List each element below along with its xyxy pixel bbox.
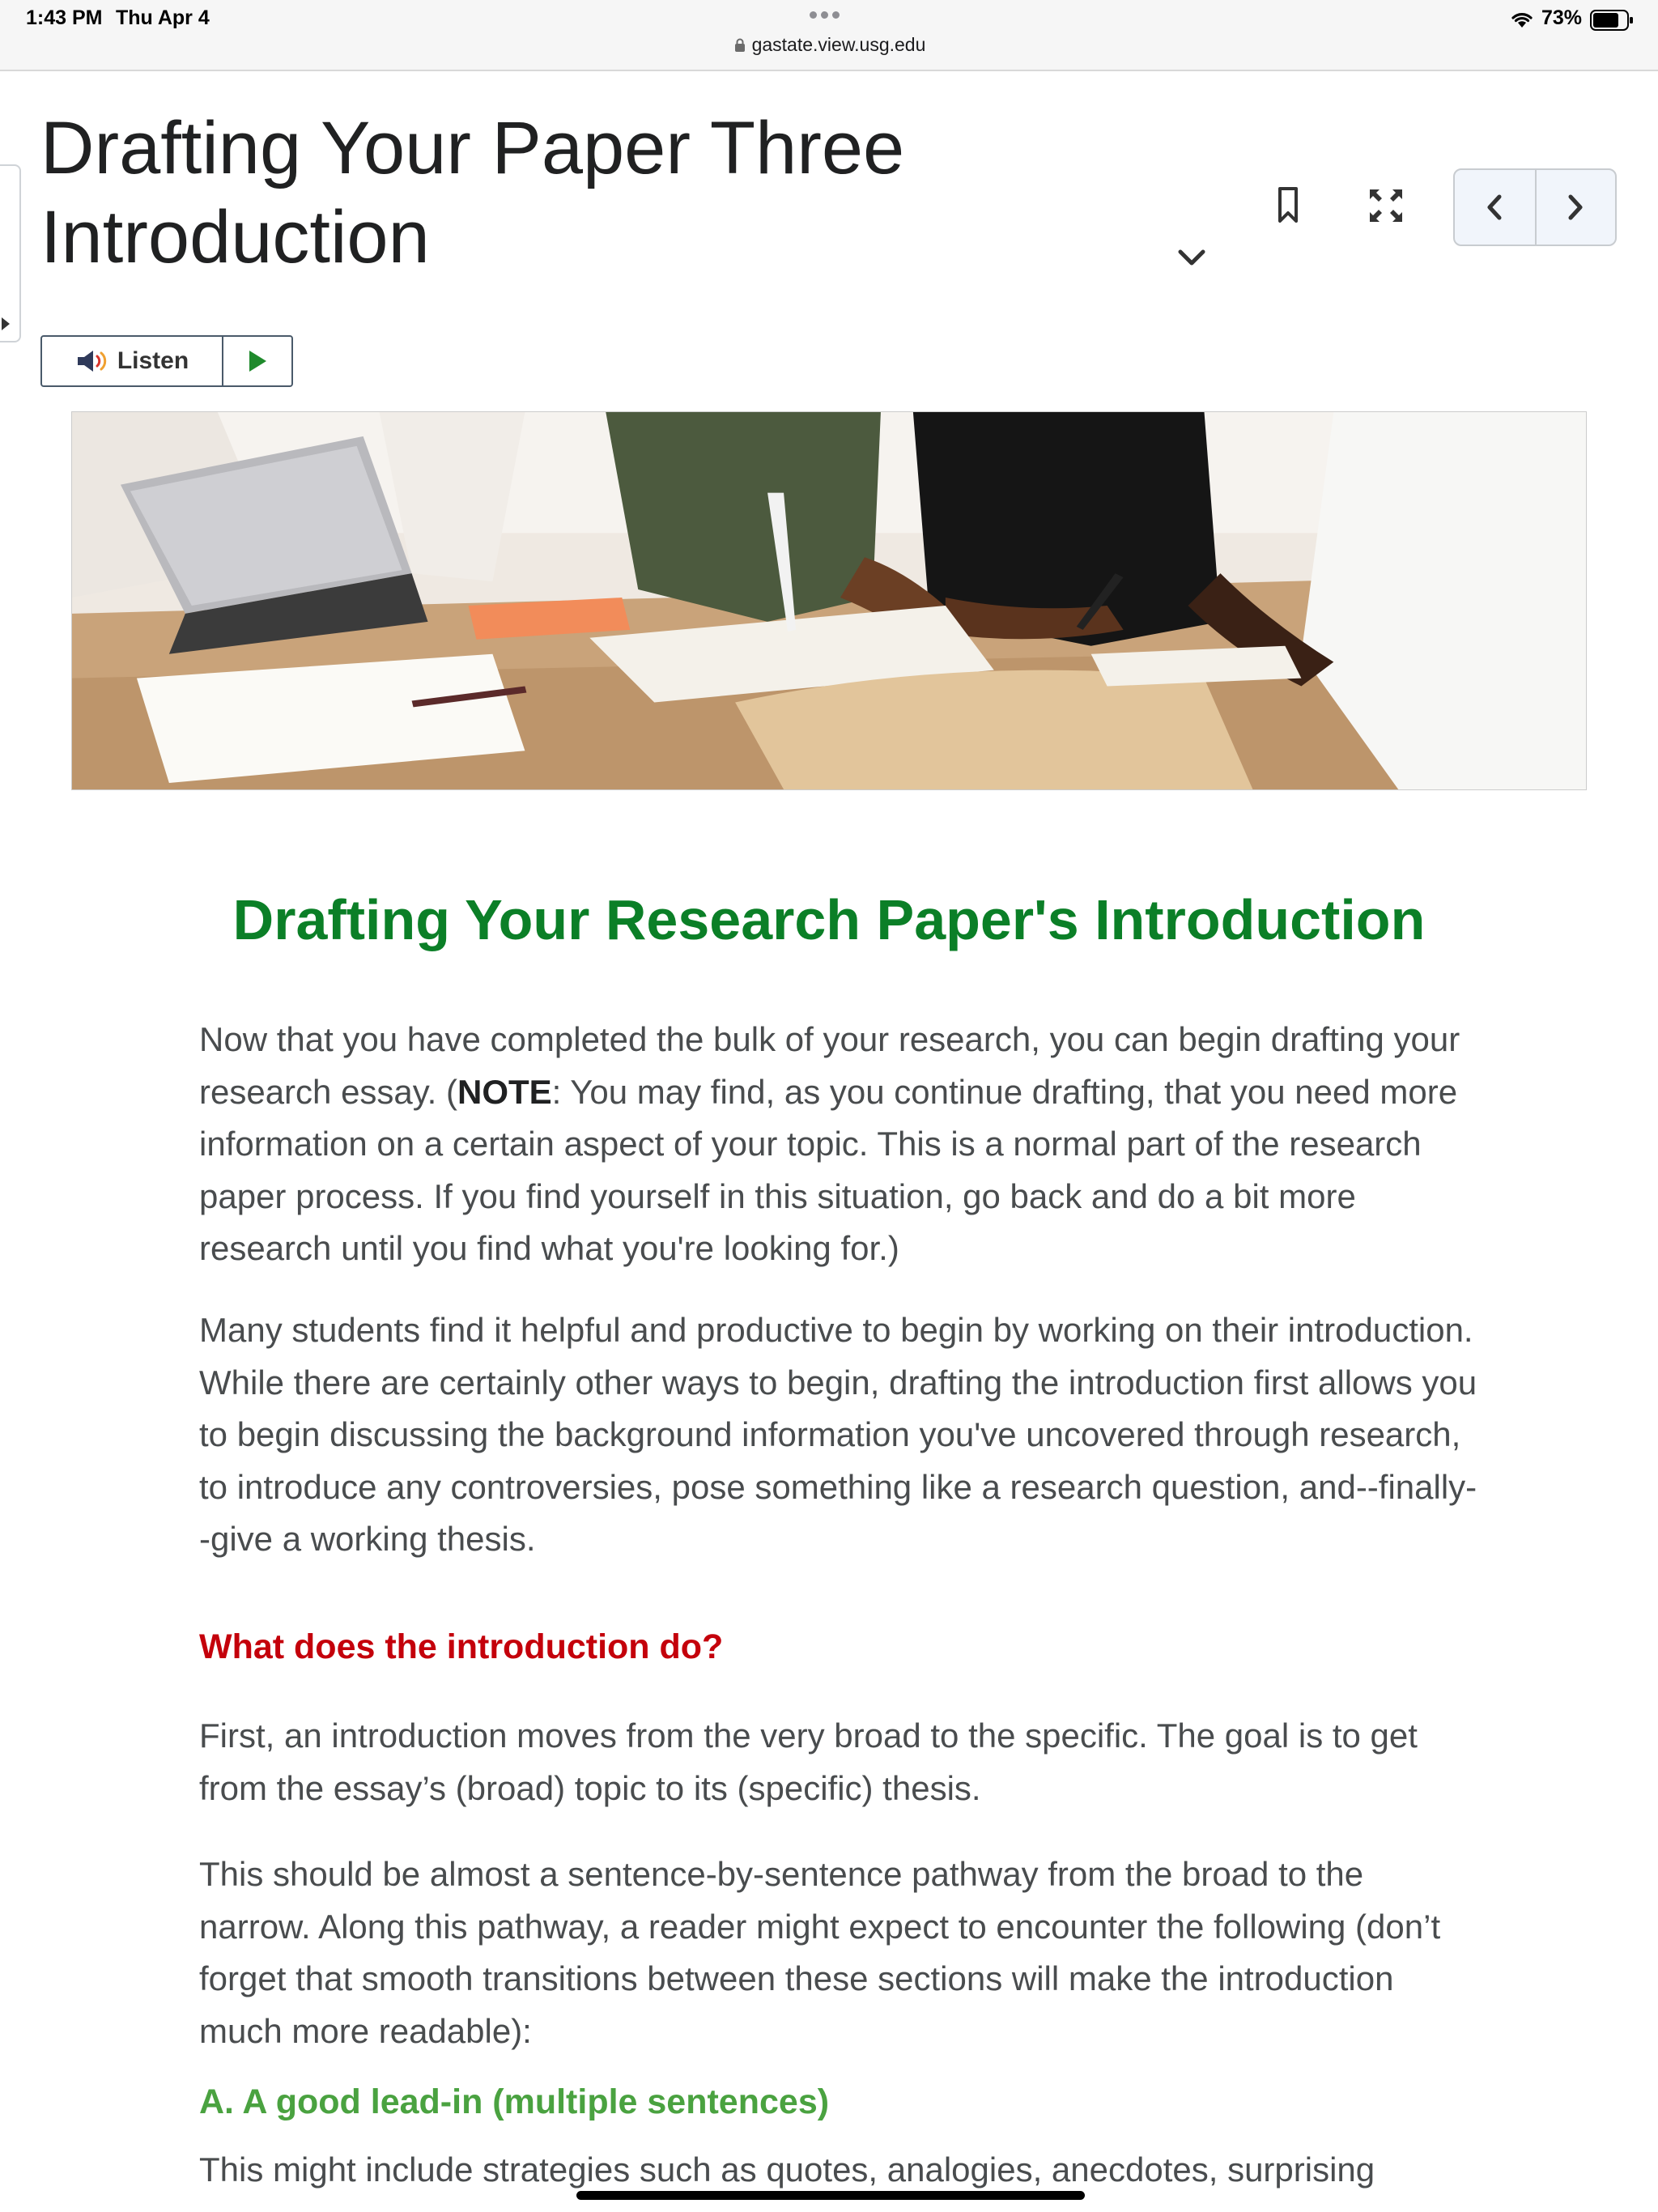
note-label: NOTE [457,1072,552,1111]
paragraph-1-end: : You may find, as you continue drafting, that you need more information on a certain aspect of your topic. This is a normal part of the research paper process. If you find yourself in this situation, go back and do a bit more research until you find what you're looking for.) [199,1072,1458,1267]
home-indicator[interactable] [576,2191,1085,2200]
expand-arrow-icon[interactable] [2,317,10,330]
chevron-down-icon[interactable] [1175,245,1208,270]
section-heading: What does the introduction do? [199,1627,724,1666]
battery-icon [1590,10,1634,31]
battery-percent: 73% [1541,6,1583,29]
address-bar[interactable] [729,34,931,56]
page-title: Drafting Your Paper Three Introduction [40,107,905,279]
play-icon [247,349,268,373]
play-button[interactable] [223,337,291,385]
listen-label: Listen [117,347,189,374]
paragraph-3: First, an introduction moves from the very broad to the specific. The goal is to get from the essay’s (broad) topic to its (specific) thesis. [199,1716,1418,1807]
side-panel-toggle[interactable] [0,164,21,342]
page-header [0,71,1658,338]
paragraph-1-start: Now that you have completed the bulk of your research, you can begin drafting your research essay. ( [199,1020,1460,1111]
topic-navigation [1453,168,1617,246]
listen-widget [40,335,293,387]
wifi-icon [1509,10,1535,29]
paragraph-1 [199,1014,1478,1275]
status-bar [0,0,1658,71]
bookmark-icon[interactable] [1278,186,1299,223]
paragraph-5: This might include strategies such as quotes, analogies, anecdotes, surprising [199,2150,1375,2189]
next-topic-button[interactable] [1535,170,1615,245]
status-time: 1:43 PM [26,6,103,29]
lead-in-heading: A. A good lead-in (multiple sentences) [199,2082,830,2121]
article-heading: Drafting Your Research Paper's Introduction [232,888,1426,951]
paragraph-2: Many students find it helpful and productive to begin by working on their introduction. While there are certainly other ways to begin, drafting the introduction first allows you to begin discussing the background information you've uncovered through research, to introduce any controversies, pose something like a research question, and--finally--give a working thesis. [199,1311,1477,1558]
paragraph-4: This should be almost a sentence-by-sentence pathway from the broad to the narrow. Along this pathway, a reader might expect to encounter the following (don’t forget that smooth transitions between these sections will make the introduction much more readable): [199,1855,1441,2050]
multitasking-dots-icon[interactable] [810,8,850,24]
speaker-icon [75,348,109,374]
students-at-table-illustration [72,412,1586,789]
lock-icon [734,38,746,53]
listen-button[interactable] [42,337,223,385]
status-date: Thu Apr 4 [116,6,210,29]
chevron-right-icon [1566,193,1585,222]
chevron-left-icon [1485,193,1504,222]
fullscreen-icon[interactable] [1368,188,1404,223]
previous-topic-button[interactable] [1455,170,1535,245]
url-text: gastate.view.usg.edu [751,34,926,55]
hero-image [71,411,1587,790]
